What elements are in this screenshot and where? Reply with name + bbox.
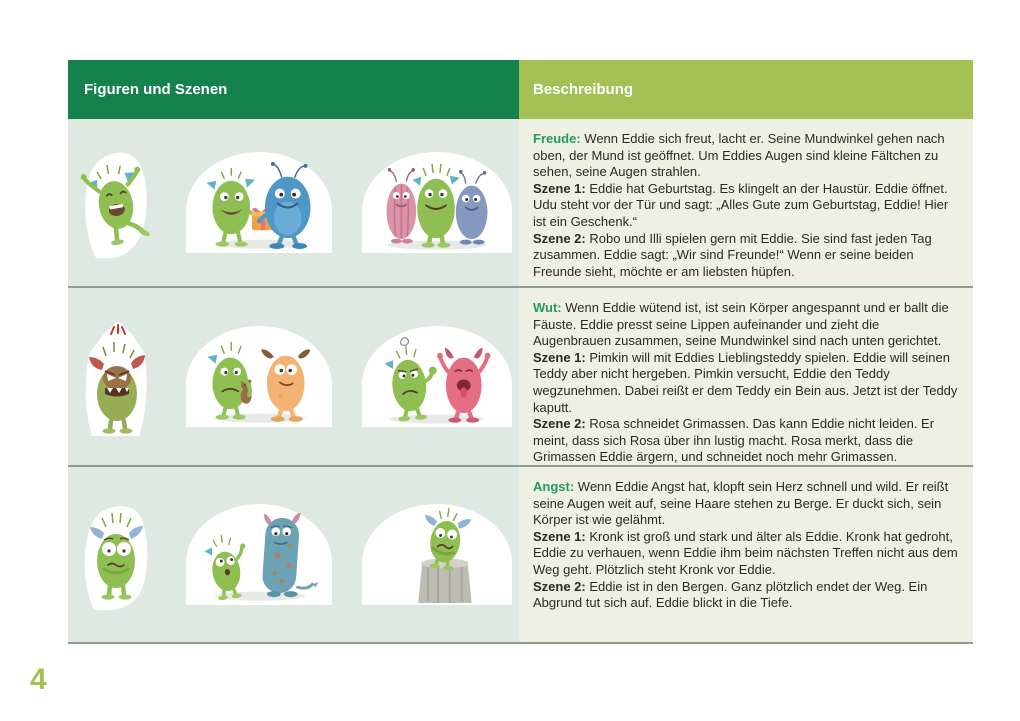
emotion-label: Angst: xyxy=(533,479,575,494)
gift-scene-illustration xyxy=(186,152,332,253)
szene-1-paragraph xyxy=(533,350,958,416)
szene-1-text: Eddie hat Geburtstag. Es klingelt an der Haustür. Eddie öffnet. Udu steht vor der Tür und sagt: „Alles Gute zum Geburtstag, Eddie! Hier ist ein Geschenk.“ xyxy=(533,180,949,229)
header-description: Beschreibung xyxy=(519,60,973,119)
eddie-monster xyxy=(207,168,260,247)
description-cell xyxy=(519,119,973,286)
szene-1-panel-wut xyxy=(186,326,332,427)
szene-1-panel-freude xyxy=(186,152,332,253)
eddie-angst-cutout xyxy=(78,497,156,613)
szene-2-paragraph xyxy=(533,579,958,612)
felsen-pedestal xyxy=(418,558,471,603)
emotion-text: Wenn Eddie sich freut, lacht er. Seine Mundwinkel gehen nach oben, der Mund ist geöffnet. Um Eddies Augen sind kleine Fältchen zu sehen, seine Augen strahlen. xyxy=(533,131,945,180)
szene-2-text: Robo und Illi spielen gern mit Eddie. Sie sind fast jeden Tag zusammen. Eddie sagt: „Wir sind Freunde!“ Wenn er seine beiden Freunde sieht, möchte er am liebsten hüpfen. xyxy=(533,230,932,279)
pimkin-monster xyxy=(261,349,311,421)
emotion-paragraph xyxy=(533,479,958,529)
szene-1-label: Szene 1: xyxy=(533,180,586,196)
szene-2-panel-wut xyxy=(362,326,512,427)
emotion-paragraph xyxy=(533,131,958,181)
figures-cell xyxy=(68,119,519,286)
szene-1-text: Pimkin will mit Eddies Lieblingsteddy spielen. Eddie will seinen Teddy aber nicht hergeben. Pimkin versucht, Eddie den Teddy wegzunehmen. Dabei reißt er dem Teddy ein Bein aus. Jetzt ist der Teddy kaputt. xyxy=(533,349,958,415)
angry-eddie-illustration xyxy=(78,314,156,440)
grimassen-scene-illustration xyxy=(362,326,512,427)
table-header-row xyxy=(68,60,973,119)
eddie-freude-cutout xyxy=(78,145,156,261)
szene-2-paragraph xyxy=(533,416,958,465)
szene-1-label: Szene 1: xyxy=(533,349,586,365)
teddy-scene-illustration xyxy=(186,326,332,427)
happy-eddie-illustration xyxy=(78,145,156,261)
figures-cell xyxy=(68,467,519,642)
robo-monster xyxy=(387,168,417,243)
szene-1-paragraph xyxy=(533,181,958,231)
szene-2-label: Szene 2: xyxy=(533,230,586,246)
table-row-freude xyxy=(68,119,973,288)
szene-2-panel-freude xyxy=(362,152,512,253)
header-figures: Figuren und Szenen xyxy=(68,60,519,119)
eddie-monster xyxy=(383,344,441,423)
szene-1-paragraph xyxy=(533,529,958,579)
table-row-angst xyxy=(68,467,973,644)
emotion-label: Wut: xyxy=(533,300,562,315)
rosa-monster xyxy=(437,348,490,423)
szene-2-text: Rosa schneidet Grimassen. Das kann Eddie nicht leiden. Er meint, dass sich Rosa über ihn lustig macht. Rosa merkt, dass die Grimassen Eddie ärgern, und schneidet noch mehr Grimassen. xyxy=(533,416,935,465)
eddie-monster xyxy=(203,532,253,602)
illi-monster xyxy=(456,170,488,245)
emotion-text: Wenn Eddie Angst hat, klopft sein Herz schnell und wild. Er reißt seine Augen weit auf, seine Haare stehen zu Berge. Er duckt sich, sein Körper ist wie gelähmt. xyxy=(533,479,949,528)
scared-eddie-illustration xyxy=(78,497,156,613)
emotion-label: Freude: xyxy=(533,131,581,146)
abgrund-scene-illustration xyxy=(362,504,512,605)
szene-2-label: Szene 2: xyxy=(533,578,586,594)
szene-2-text: Eddie ist in den Bergen. Ganz plötzlich endet der Weg. Ein Abgrund tut sich auf. Eddie blickt in die Tiefe. xyxy=(533,578,928,611)
eddie-wut-cutout xyxy=(78,314,156,440)
szene-2-label: Szene 2: xyxy=(533,416,586,432)
emotion-text: Wenn Eddie wütend ist, ist sein Körper angespannt und er ballt die Fäuste. Eddie presst seine Lippen aufeinander und zieht die Augenbrauen zusammen, seine Mundwinkel sind nach unten gerichtet. xyxy=(533,300,949,349)
table-row-wut xyxy=(68,288,973,467)
description-cell xyxy=(519,467,973,642)
eddie-monster xyxy=(208,342,252,420)
figures-cell xyxy=(68,288,519,465)
page-number: 4 xyxy=(30,663,47,696)
szene-1-panel-angst xyxy=(186,504,332,605)
eddie-monster xyxy=(412,164,460,248)
szene-2-panel-angst xyxy=(362,504,512,605)
description-cell xyxy=(519,288,973,465)
udu-monster xyxy=(259,162,310,249)
figures-and-scenes-table xyxy=(68,60,973,644)
szene-1-label: Szene 1: xyxy=(533,528,586,544)
emotion-paragraph xyxy=(533,300,958,350)
friends-scene-illustration xyxy=(362,152,512,253)
szene-2-paragraph xyxy=(533,231,958,281)
kronk-scene-illustration xyxy=(186,504,332,605)
szene-1-text: Kronk ist groß und stark und älter als Eddie. Kronk hat gedroht, Eddie zu verhauen, wenn Eddie ihm beim nächsten Treffen nicht aus dem Weg geht. Plötzlich steht Kronk vor Eddie. xyxy=(533,528,958,577)
kronk-monster xyxy=(261,513,318,597)
